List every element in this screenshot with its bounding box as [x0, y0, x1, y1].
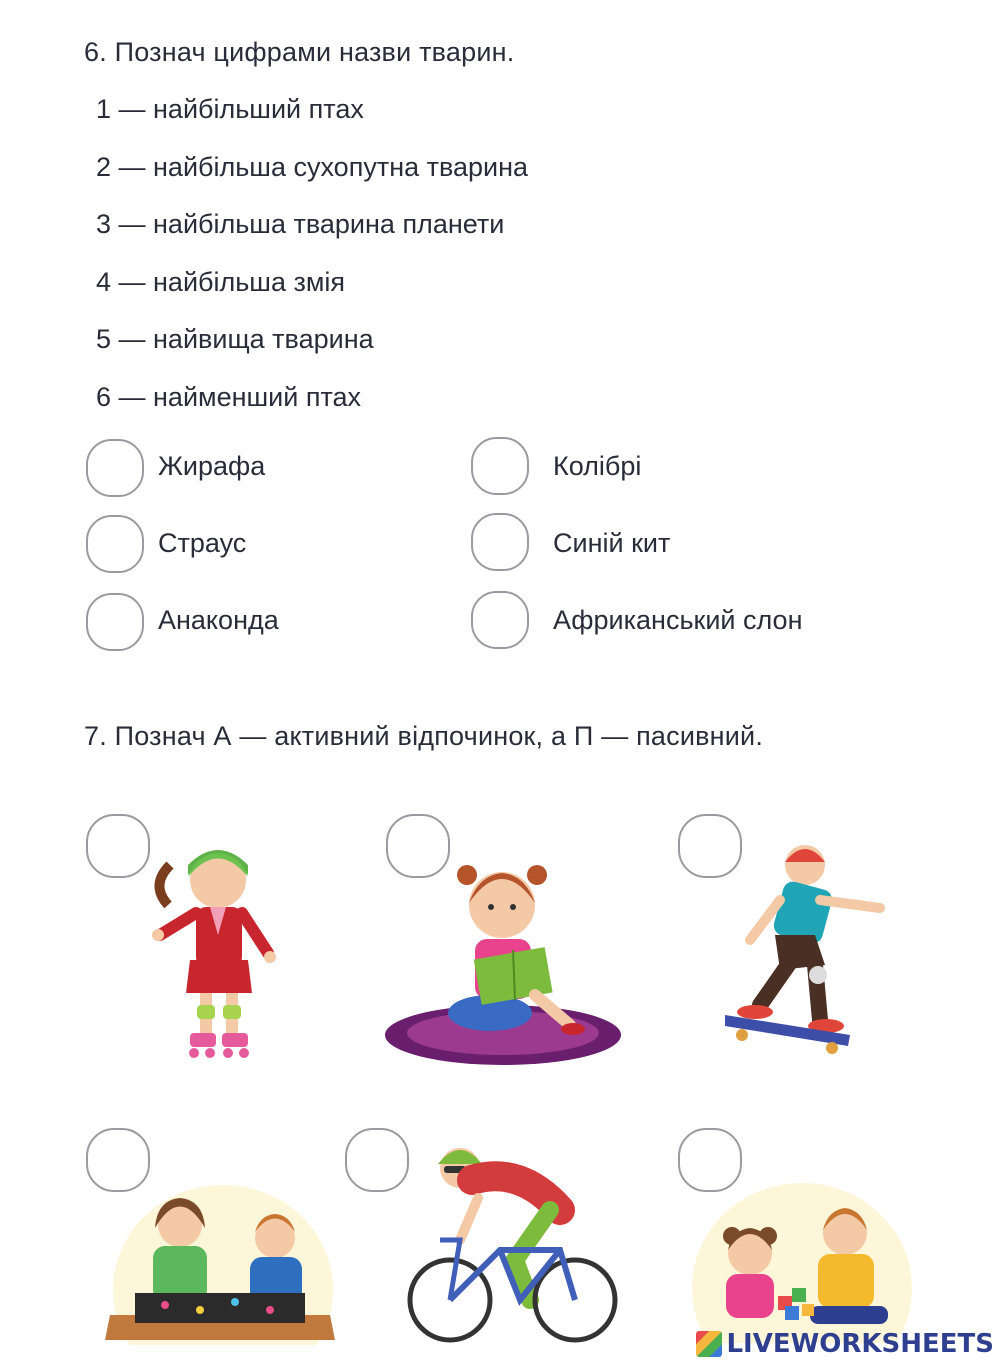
liveworksheets-logo [696, 1329, 994, 1359]
option-label-hummingbird: Колібрі [553, 451, 642, 481]
liveworksheets-logo-icon [696, 1331, 722, 1357]
skateboarding-boy-illustration [720, 840, 890, 1055]
legend-line-3: 3 — найбільша тварина планети [96, 209, 505, 239]
option-label-blue-whale: Синій кит [553, 528, 671, 558]
rollerskating-girl-illustration [140, 835, 280, 1065]
legend-line-1: 1 — найбільший птах [96, 94, 364, 124]
legend-line-6: 6 — найменший птах [96, 382, 362, 412]
liveworksheets-logo-text: LIVEWORKSHEETS [726, 1329, 994, 1359]
legend-line-2: 2 — найбільша сухопутна тварина [96, 152, 529, 182]
answer-box-anaconda[interactable] [86, 593, 144, 651]
option-label-african-elephant: Африканський слон [553, 605, 803, 635]
cyclist-illustration [400, 1140, 620, 1350]
boardgame-kids-illustration [105, 1180, 340, 1345]
answer-box-blue-whale[interactable] [471, 513, 529, 571]
option-label-anaconda: Анаконда [158, 605, 279, 635]
answer-box-ostrich[interactable] [86, 515, 144, 573]
task6-title: 6. Познач цифрами назви тварин. [84, 37, 515, 67]
answer-box-african-elephant[interactable] [471, 591, 529, 649]
playing-blocks-illustration [690, 1178, 915, 1343]
reading-girl-illustration [385, 855, 625, 1070]
legend-line-4: 4 — найбільша змія [96, 267, 346, 297]
option-label-ostrich: Страус [158, 528, 247, 558]
legend-line-5: 5 — найвища тварина [96, 324, 374, 354]
answer-box-giraffe[interactable] [86, 439, 144, 497]
answer-box-hummingbird[interactable] [471, 437, 529, 495]
task7-title: 7. Познач А — активний відпочинок, а П — пасивний. [84, 721, 764, 751]
option-label-giraffe: Жирафа [158, 451, 266, 481]
